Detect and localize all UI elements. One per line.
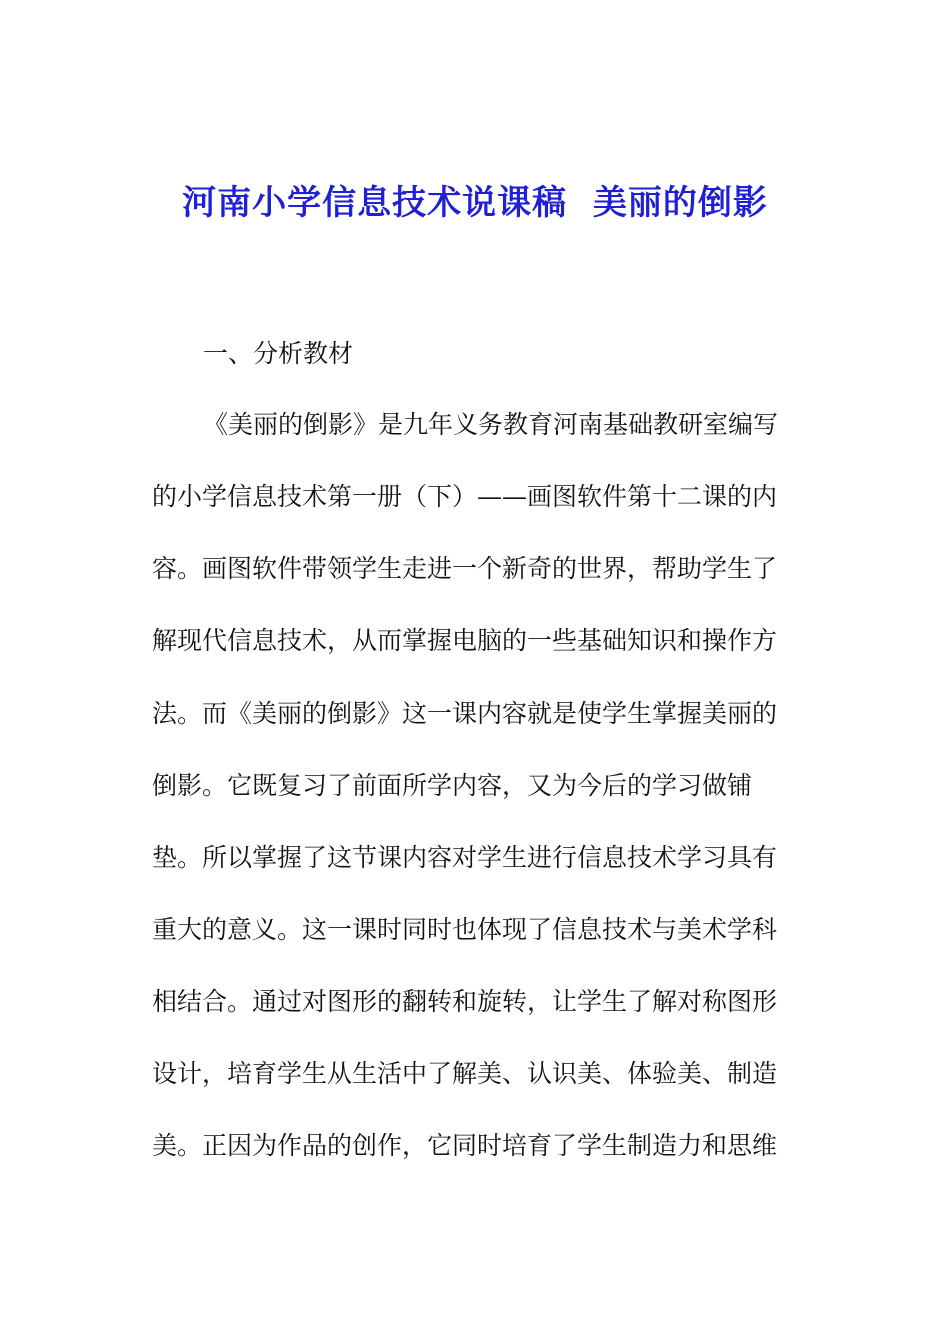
paragraph-line: 垫。所以掌握了这节课内容对学生进行信息技术学习具有	[152, 843, 778, 872]
paragraph-line: 解现代信息技术，从而掌握电脑的一些基础知识和操作方	[152, 626, 778, 655]
paragraph-line: 设计，培育学生从生活中了解美、认识美、体验美、制造	[152, 1059, 778, 1088]
section-heading: 一、分析教材	[203, 339, 354, 368]
paragraph-line: 美。正因为作品的创作，它同时培育了学生制造力和思维	[152, 1131, 778, 1160]
paragraph-line: 《美丽的倒影》是九年义务教育河南基础教研室编写	[203, 410, 779, 439]
document-title: 河南小学信息技术说课稿 美丽的倒影	[182, 183, 768, 223]
paragraph-line: 倒影。它既复习了前面所学内容，又为今后的学习做铺	[152, 771, 753, 800]
paragraph-line: 的小学信息技术第一册（下）——画图软件第十二课的内	[152, 482, 778, 511]
paragraph-line: 重大的意义。这一课时同时也体现了信息技术与美术学科	[152, 915, 778, 944]
paragraph-line: 容。画图软件带领学生走进一个新奇的世界，帮助学生了	[152, 554, 778, 583]
paragraph-line: 法。而《美丽的倒影》这一课内容就是使学生掌握美丽的	[152, 699, 778, 728]
paragraph-line: 相结合。通过对图形的翻转和旋转，让学生了解对称图形	[152, 987, 778, 1016]
